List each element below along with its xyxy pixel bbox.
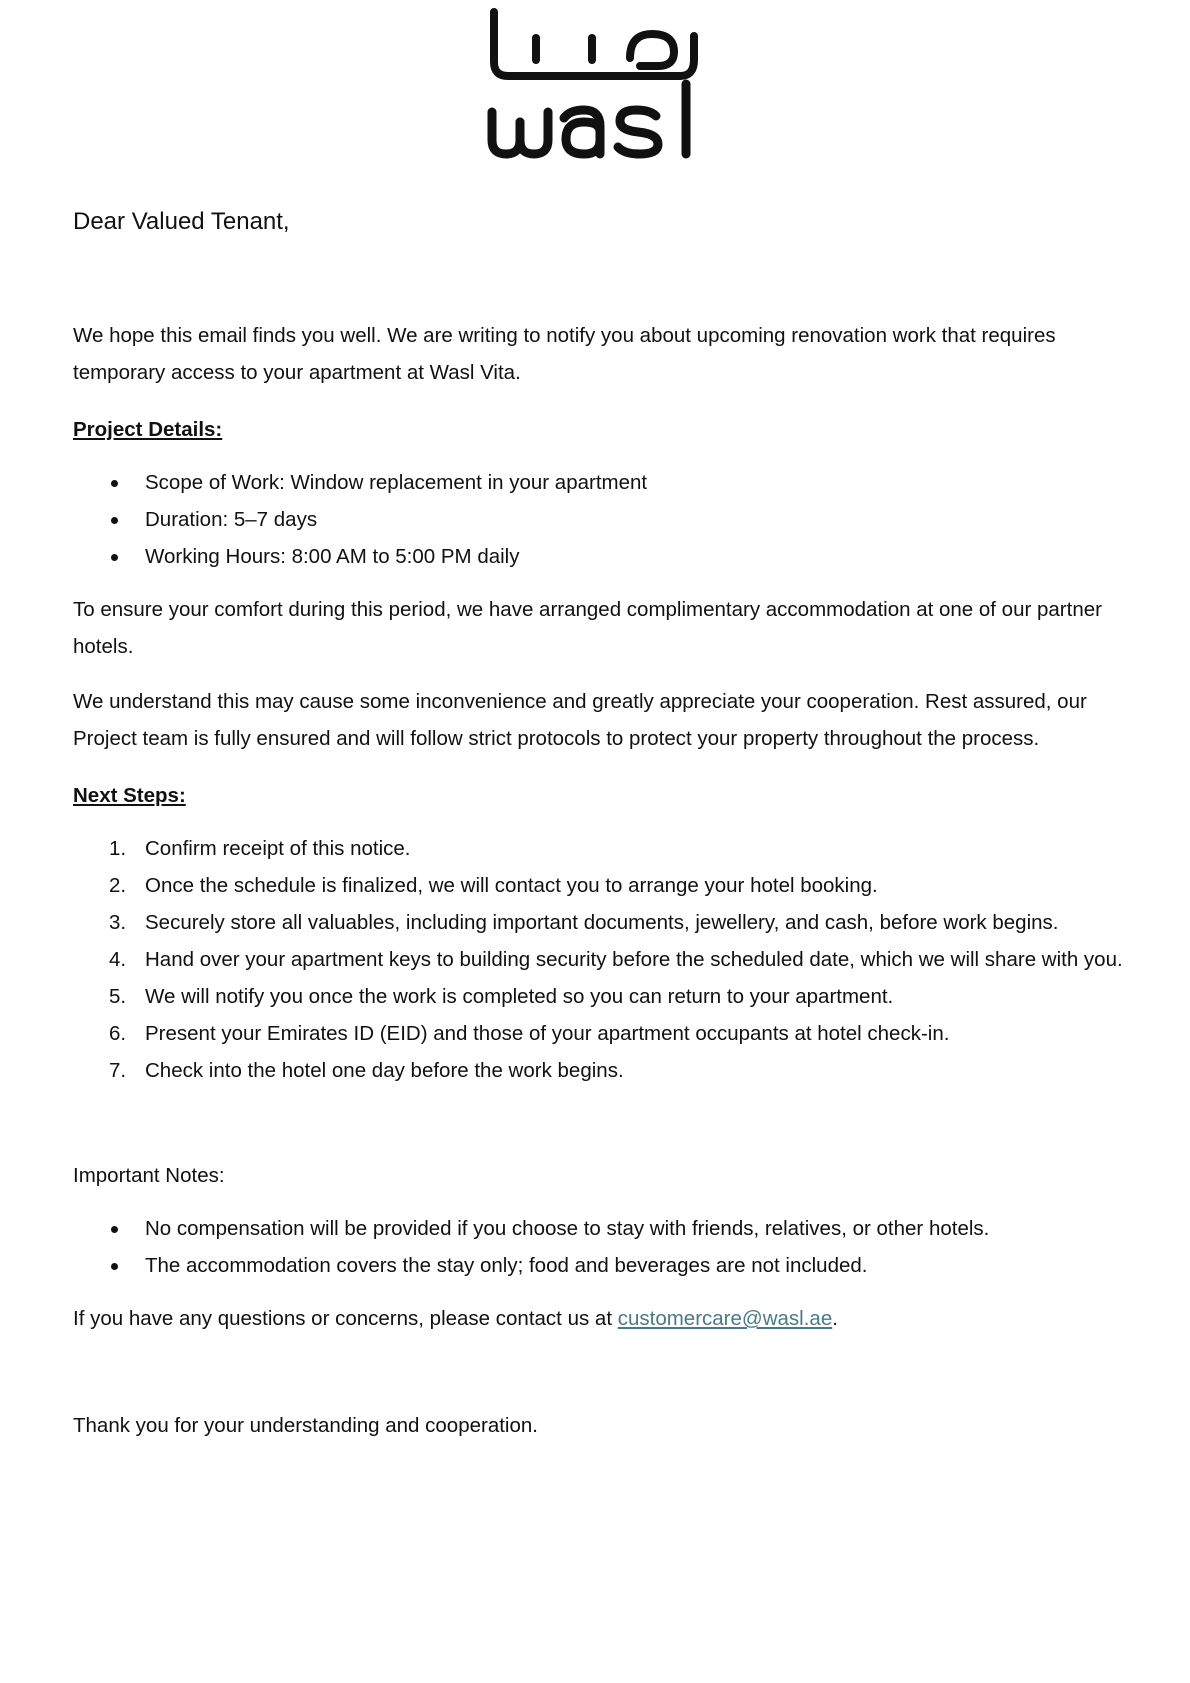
intro-paragraph: We hope this email finds you well. We are writing to notify you about upcoming renovation work that requires temporary access to your apartment at Wasl Vita. [73, 324, 1056, 384]
important-notes-list [73, 1210, 1133, 1284]
bullet-icon [111, 480, 118, 487]
list-item: Working Hours: 8:00 AM to 5:00 PM daily [73, 538, 1133, 575]
list-item: 6. Present your Emirates ID (EID) and those of your apartment occupants at hotel check-in. [109, 1022, 950, 1045]
list-item: Duration: 5–7 days [73, 501, 1133, 538]
cooperation-paragraph: We understand this may cause some inconvenience and greatly appreciate your cooperation. Rest assured, our Project team is fully ensured and will follow strict protocols to protect your property throughout the process. [73, 690, 1087, 750]
list-item: The accommodation covers the stay only; food and beverages are not included. [73, 1247, 1133, 1284]
list-item: 4. Hand over your apartment keys to building security before the scheduled date, which we will share with you. [109, 948, 1123, 971]
wasl-logo [0, 0, 1190, 170]
email-link[interactable]: customercare@wasl.ae [617, 1307, 833, 1330]
bullet-icon [111, 1226, 118, 1233]
list-item: No compensation will be provided if you choose to stay with friends, relatives, or other hotels. [73, 1210, 1133, 1247]
next-steps-list [73, 830, 1133, 1089]
project-details-list [73, 464, 1133, 575]
wasl-logo-mark [480, 0, 710, 165]
bullet-icon [111, 1263, 118, 1270]
next-steps-heading: Next Steps: [73, 784, 186, 807]
greeting: Dear Valued Tenant, [73, 208, 290, 235]
list-item: 1. Confirm receipt of this notice. [109, 837, 411, 860]
list-item: 2. Once the schedule is finalized, we will contact you to arrange your hotel booking. [109, 874, 878, 897]
list-item: 5. We will notify you once the work is completed so you can return to your apartment. [109, 985, 894, 1008]
bullet-icon [111, 517, 118, 524]
contact-paragraph: If you have any questions or concerns, please contact us at customercare@wasl.ae. [73, 1307, 838, 1330]
closing-paragraph: Thank you for your understanding and cooperation. [73, 1414, 538, 1437]
list-item: Scope of Work: Window replacement in your apartment [73, 464, 1133, 501]
bullet-icon [111, 554, 118, 561]
important-notes-heading: Important Notes: [73, 1164, 225, 1187]
list-item: 3. Securely store all valuables, including important documents, jewellery, and cash, before work begins. [109, 911, 1059, 934]
list-item: 7. Check into the hotel one day before the work begins. [109, 1059, 624, 1082]
comfort-paragraph: To ensure your comfort during this period, we have arranged complimentary accommodation at one of our partner hotels. [73, 598, 1102, 658]
project-details-heading: Project Details: [73, 418, 223, 441]
